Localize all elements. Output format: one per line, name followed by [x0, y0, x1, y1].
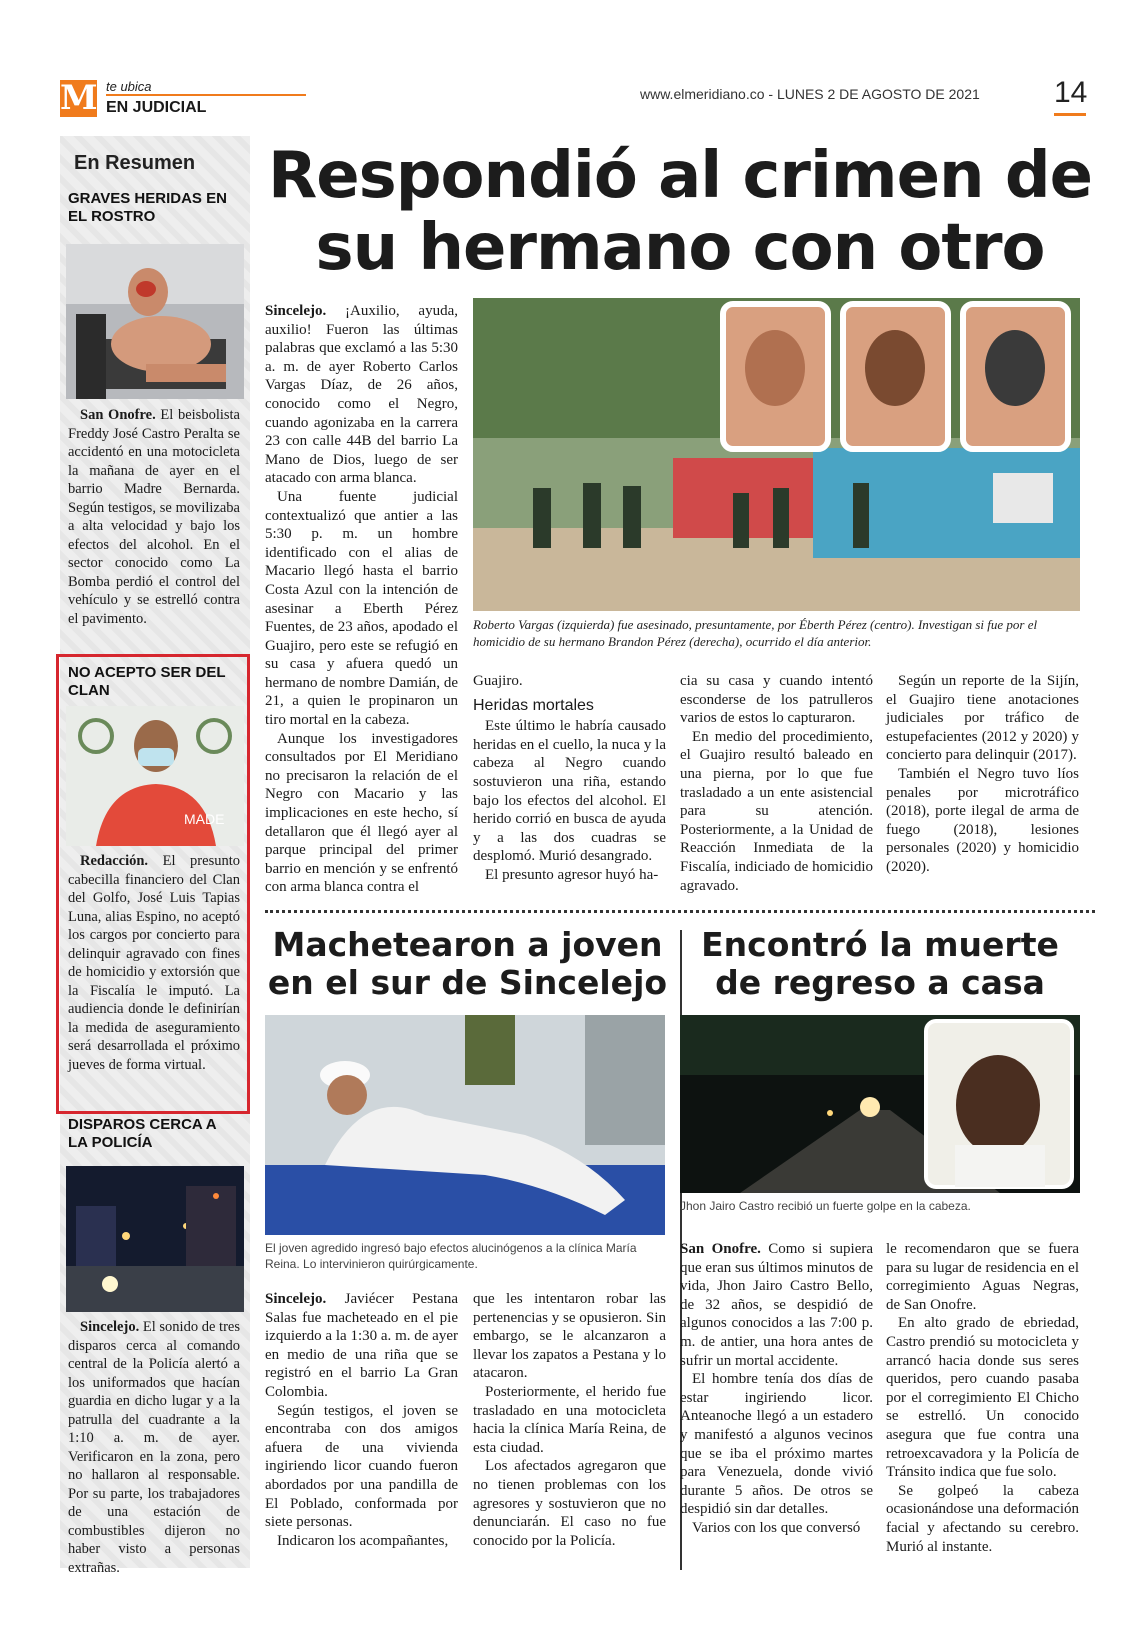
- dateline: www.elmeridiano.co - LUNES 2 DE AGOSTO DE 2021: [640, 86, 980, 102]
- story3-column-1: San Onofre. Como si supiera que eran sus últimos minutos de vida, Jhon Jairo Castro Bello, de 32 años, se despidió de algunos conocidos a las 7:00 p. m. de antier, una hora antes de sufrir un mortal accidente. El hombre tenía dos días de estar ingiriendo licor. Anteanoche llegó a un estadero y manifestó a algunos vecinos que se iba el próximo martes para Venezuela, donde vivió durante 5 años. De otros se despidió sin dar detalles. Varios con los que conversó: [680, 1241, 874, 1536]
- brief-heading: NO ACEPTO SER DEL CLAN: [68, 664, 226, 699]
- newspaper-logo: M: [60, 78, 98, 118]
- brief-text: Sincelejo. El sonido de tres disparos cerca al comando central de la Policía alertó a los uniformados que hacían guardia en dicho lugar y a la patrulla del cuadrante a la 1:10 a. m. de ayer. Verificaron en la zona, pero no hallaron al responsable. Por su parte, los trabajadores de una estación de combustibles dijeron no haber visto a personas extrañas.: [68, 1319, 240, 1576]
- section-tagline: te ubica: [106, 79, 152, 94]
- brief-text: Redacción. El presunto cabecilla financiero del Clan del Golfo, José Luis Tapias Luna, alias Espino, no aceptó los cargos por concierto para delinquir agravado con fines de homicidio y extorsión que la Fiscalía le imputó. La audiencia donde le definirían la medida de aseguramiento será desarrollada el próximo jueves de forma virtual.: [68, 853, 240, 1073]
- night-road-image: [680, 1015, 1080, 1193]
- story3-photo-road: [680, 1015, 1080, 1193]
- story2-column-2: que les intentaron robar las pertenencias y se opusieron. Sin embargo, se le alcanzaron a llevar los zapatos a Pestana y lo atacaron. Posteriormente, el herido fue trasladado en una motocicleta hacia la clínica María Reina, de esta ciudad. Los afectados agregaron que no tienen problemas con los agresores y sostuvieron que no denunciarán. El caso no fue conocido por la Policía.: [473, 1291, 666, 1549]
- header-rule: [106, 94, 306, 96]
- subheading: Heridas mortales: [473, 696, 594, 714]
- section-name: EN JUDICIAL: [106, 99, 207, 116]
- hospital-image: [265, 1015, 665, 1235]
- captured-man-image: [66, 706, 244, 846]
- brief-heading: DISPAROS CERCA A LA POLICÍA: [68, 1116, 217, 1151]
- injured-player-image: [66, 244, 244, 399]
- crime-scene-image: [473, 298, 1080, 611]
- story2-column-1: Sincelejo. Javiécer Pestana Salas fue macheteado en el pie izquierdo a la 1:30 a. m. de ayer en medio de una riña que se registró en el barrio La Gran Colombia. Según testigos, el joven se encontraba con dos amigos afuera de una vivienda ingiriendo licor cuando fueron abordados por una pandilla de El Poblado, conformada por siete personas. Indicaron los acompañantes,: [265, 1291, 458, 1549]
- story2-photo-hospital: [265, 1015, 665, 1235]
- svg-text:MADE: MADE: [184, 811, 225, 827]
- main-column-1: Sincelejo. ¡Auxilio, ayuda, auxilio! Fueron las últimas palabras que exclamó a las 5:30 a. m. de ayer Roberto Carlos Vargas Díaz, de 26 años, conocido como el Negro, cuando agonizaba en la carrera 23 con calle 44B del barrio La Mano de Dios, luego de ser atacado con arma blanca. Una fuente judicial contextualizó que antier a las 5:30 p. m. un hombre identificado con el alias de Macario llegó hasta el barrio Costa Azul con la intención de asesinar a Eberth Pérez Fuentes, de 23 años, apodado el Guajiro, pero este se refugió en su casa y afuera quedó un hermano de nombre Damián, de 21, a quien le propinaron un tiro mortal en la cabeza. Aunque los investigadores consultados por El Meridiano no precisaron la relación de el Negro con Macario y las implicaciones en este hecho, sí detallaron que él llegó ayer al parque principal del primer barrio en mención y se enfrentó con arma blanca contra el: [265, 303, 458, 896]
- brief-photo-captured-man: [66, 706, 244, 846]
- story3-caption: Jhon Jairo Castro recibió un fuerte golpe en la cabeza.: [680, 1199, 971, 1213]
- main-photo-crime-scene: [473, 298, 1080, 611]
- brief-photo-night-street: [66, 1166, 244, 1312]
- section-divider: [265, 910, 1095, 913]
- story3-column-2: le recomendaron que se fuera para su lugar de residencia en el corregimiento Aguas Negras, de San Onofre. En alto grado de ebriedad, Castro prendió su motocicleta y arrancó hacia donde sus seres queridos, pero cuando pasaba por el corregimiento El Chicho se estrelló. Un conocido asegura que fue contra una retroexcavadora y la Policía de Tránsito indica que fue solo. Se golpeó la cabeza ocasionándose una deformación facial y afectando su cerebro. Murió al instante.: [886, 1241, 1079, 1555]
- main-column-4: Según un reporte de la Sijín, el Guajiro tiene anotaciones judiciales por tráfico de estupefacientes (2012 y 2020) y concierto para delinquir (2017). También el Negro tuvo líos penales por microtráfico (2018), porte ilegal de arma de fuego (2018), lesiones personales (2020) y homicidio (2020).: [886, 673, 1079, 875]
- main-column-2: Guajiro. Heridas mortales Este último le habría causado heridas en el cuello, la nuca y la cabeza al Negro cuando sostuvieron una riña, estando bajo los efectos del alcohol. El herido corrió en busca de ayuda y a las dos cuadras se desplomó. Murió desangrado. El presunto agresor huyó ha-: [473, 673, 666, 883]
- story2-headline: Machetearon a joven en el sur de Sincelejo: [267, 925, 668, 1002]
- story3-headline: Encontró la muerte de regreso a casa: [701, 925, 1059, 1002]
- main-column-3: cia su casa y cuando intentó esconderse de los patrulleros varios de estos lo capturaron. En medio del procedimiento, el Guajiro resultó baleado en una pierna, por lo que fue trasladado a un ente asistencial para su atención. Posteriormente, a la Unidad de Reacción Inmediata de la Fiscalía, indiciado de homicidio agravado.: [680, 673, 873, 894]
- page-number: 14: [1054, 76, 1088, 109]
- night-street-image: [66, 1166, 244, 1312]
- sidebar-title: En Resumen: [74, 152, 196, 174]
- brief-photo-injured-player: [66, 244, 244, 399]
- brief-heading: GRAVES HERIDAS EN EL ROSTRO: [68, 190, 227, 225]
- main-headline: Respondió al crimen de su hermano con otro: [267, 139, 1093, 285]
- main-photo-caption: Roberto Vargas (izquierda) fue asesinado, presuntamente, por Éberth Pérez (centro). Investigan si fue por el homicidio de su hermano Brandon Pérez (derecha), ocurrido el día anterior.: [473, 617, 1038, 649]
- page-number-rule: [1054, 113, 1086, 116]
- brief-text: San Onofre. El beisbolista Freddy José Castro Peralta se accidentó en una motocicleta la mañana de ayer en el barrio Madre Bernarda. Según testigos, se movilizaba a alta velocidad y bajo los efectos del alcohol. En el sector conocido como La Bomba perdió el control del vehículo y se estrelló contra el pavimento.: [68, 407, 240, 627]
- story2-caption: El joven agredido ingresó bajo efectos alucinógenos a la clínica María Reina. Lo intervinieron quirúrgicamente.: [265, 1241, 637, 1271]
